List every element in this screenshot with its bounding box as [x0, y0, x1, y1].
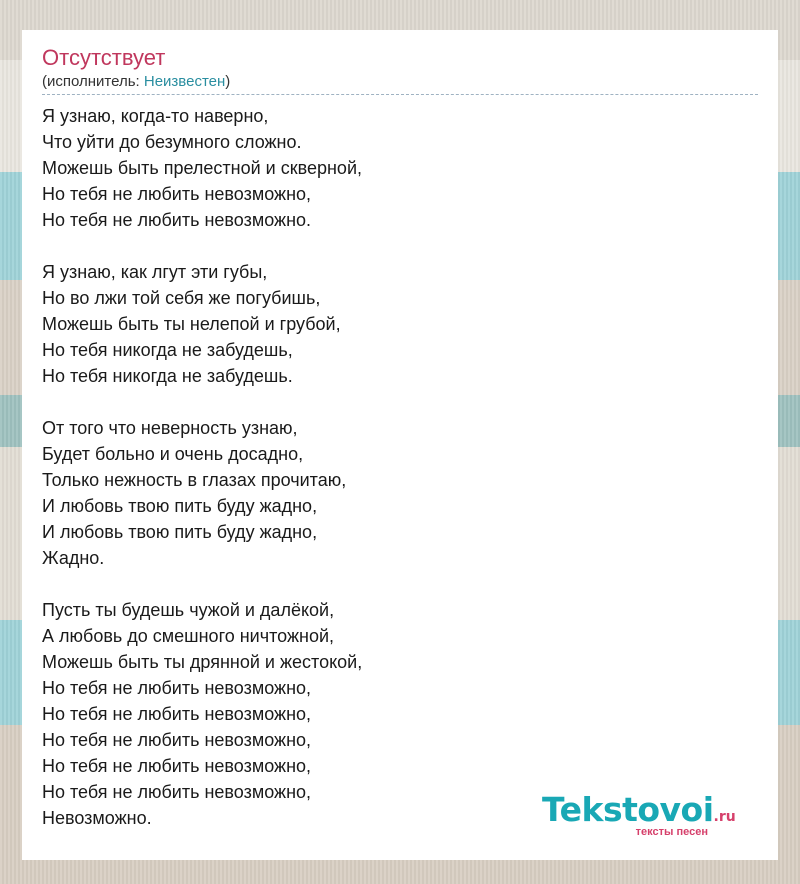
lyric-line: Но тебя никогда не забудешь,	[42, 340, 293, 360]
stanza-gap	[42, 571, 758, 597]
stanza	[42, 103, 758, 233]
logo-suffix: .ru	[713, 809, 736, 825]
lyric-line: Я узнаю, когда-то наверно,	[42, 106, 269, 126]
stanza-gap	[42, 233, 758, 259]
lyric-line: Пусть ты будешь чужой и далёкой,	[42, 600, 335, 620]
lyric-line: Но тебя не любить невозможно,	[42, 782, 312, 802]
lyric-line: Можешь быть ты дрянной и жестокой,	[42, 652, 363, 672]
site-logo[interactable]	[542, 792, 746, 840]
lyric-line: Но тебя не любить невозможно.	[42, 210, 312, 230]
lyric-line: И любовь твою пить буду жадно,	[42, 522, 318, 542]
lyric-line: Жадно.	[42, 548, 105, 568]
lyric-line: А любовь до смешного ничтожной,	[42, 626, 335, 646]
artist-link[interactable]: Неизвестен	[143, 73, 226, 90]
lyric-line: Можешь быть ты нелепой и грубой,	[42, 314, 341, 334]
lyric-line: Но тебя никогда не забудешь.	[42, 366, 293, 386]
lyric-line: Но тебя не любить невозможно,	[42, 730, 312, 750]
lyric-line: Будет больно и очень досадно,	[42, 444, 304, 464]
stanza	[42, 415, 758, 571]
artist-line	[42, 72, 758, 95]
stanza	[42, 259, 758, 389]
lyric-line: Только нежность в глазах прочитаю,	[42, 470, 347, 490]
song-title: Отсутствует	[42, 45, 166, 70]
lyrics-body	[42, 103, 758, 831]
lyric-line: От того что неверность узнаю,	[42, 418, 298, 438]
artist-suffix: )	[225, 73, 231, 90]
lyric-line: Но тебя не любить невозможно,	[42, 704, 312, 724]
logo-tagline: тексты песен	[635, 826, 708, 838]
logo-main-text: Tekstovoi	[542, 790, 714, 829]
artist-prefix: (исполнитель:	[42, 73, 144, 90]
lyric-line: Что уйти до безумного сложно.	[42, 132, 302, 152]
lyric-line: Но во лжи той себя же погубишь,	[42, 288, 321, 308]
stanza-gap	[42, 389, 758, 415]
lyric-line: И любовь твою пить буду жадно,	[42, 496, 318, 516]
lyric-line: Но тебя не любить невозможно,	[42, 756, 312, 776]
lyrics-card	[22, 30, 778, 860]
lyric-line: Но тебя не любить невозможно,	[42, 678, 312, 698]
lyric-line: Но тебя не любить невозможно,	[42, 184, 312, 204]
lyric-line: Я узнаю, как лгут эти губы,	[42, 262, 268, 282]
lyric-line: Можешь быть прелестной и скверной,	[42, 158, 363, 178]
lyric-line: Невозможно.	[42, 808, 152, 828]
